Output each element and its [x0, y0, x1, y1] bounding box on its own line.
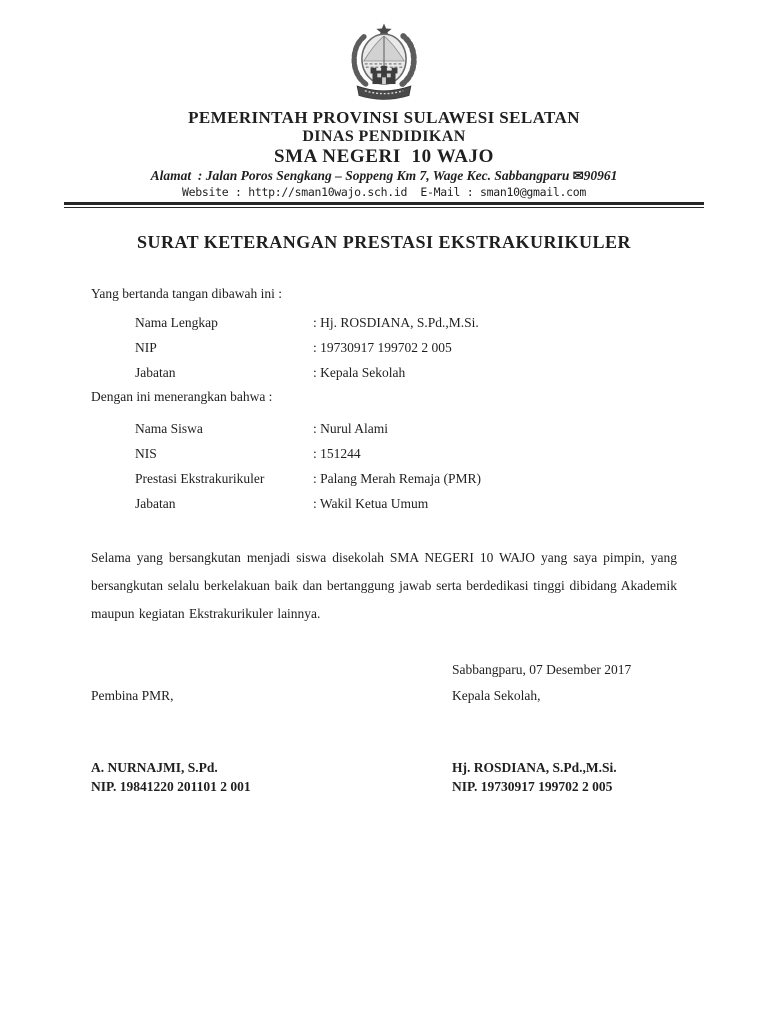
field-row-nip — [91, 335, 677, 360]
field-value: : Hj. ROSDIANA, S.Pd.,M.Si. — [313, 314, 479, 330]
school-name: SMA NEGERI 10 WAJO — [273, 145, 495, 167]
place-date: Sabbangparu, 07 Desember 2017 — [452, 662, 632, 678]
body-paragraph: Selama yang bersangkutan menjadi siswa disekolah SMA NEGERI 10 WAJO yang saya pimpin, yang bersangkutan selalu berkelakuan baik dan bertanggung jawab serta berdedikasi tinggi dibidang Akademik maupun kegiatan Ekstrakurikuler lainnya. — [91, 550, 677, 622]
field-value: : 19730917 199702 2 005 — [313, 339, 452, 355]
field-value: : Palang Merah Remaja (PMR) — [313, 470, 481, 486]
field-value: : Nurul Alami — [313, 420, 388, 436]
signature-roles-row — [91, 688, 677, 714]
field-row-prestasi — [91, 466, 677, 491]
fort-shape — [371, 66, 398, 84]
envelope-icon: ✉ — [572, 167, 584, 183]
student-fields — [91, 416, 677, 516]
government-name: PEMERINTAH PROVINSI SULAWESI SELATAN — [188, 108, 580, 127]
sulawesi-selatan-emblem-icon — [336, 22, 432, 105]
postal-code: 90961 — [583, 167, 618, 183]
document-title: SURAT KETERANGAN PRESTASI EKSTRAKURIKULER — [136, 232, 632, 253]
department-name: DINAS PENDIDIKAN — [302, 127, 466, 145]
field-row-nama-siswa — [91, 416, 677, 441]
field-label: Jabatan — [135, 495, 176, 511]
spacer — [91, 662, 452, 688]
signer-fields — [91, 310, 677, 385]
field-row-jabatan-siswa — [91, 491, 677, 516]
right-signer-name: Hj. ROSDIANA, S.Pd.,M.Si. — [452, 760, 617, 776]
website-email-line: Website : http://sman10wajo.sch.id E-Mail : sman10@gmail.com — [181, 184, 587, 199]
field-value: : Kepala Sekolah — [313, 364, 406, 380]
field-label: Nama Lengkap — [135, 314, 218, 330]
field-label: Nama Siswa — [135, 420, 203, 436]
signature-block — [91, 662, 677, 796]
field-row-nama-lengkap — [91, 310, 677, 335]
school-address — [0, 169, 768, 184]
document-body — [0, 232, 768, 796]
signature-names-row — [91, 758, 677, 796]
field-label: NIS — [135, 445, 157, 461]
right-signer-nip: NIP. 19730917 199702 2 005 — [452, 779, 613, 795]
left-signer — [91, 758, 452, 796]
field-label: NIP — [135, 339, 157, 355]
left-signer-role: Pembina PMR, — [91, 688, 174, 704]
field-row-jabatan — [91, 360, 677, 385]
letterhead — [0, 0, 768, 208]
left-signer-name: A. NURNAJMI, S.Pd. — [91, 760, 218, 776]
school-logo — [0, 22, 768, 105]
intro-line: Yang bertanda tangan dibawah ini : — [91, 286, 282, 302]
right-signer — [452, 758, 677, 796]
field-row-nis — [91, 441, 677, 466]
letterhead-divider — [64, 202, 704, 208]
field-label: Jabatan — [135, 364, 176, 380]
place-date-row — [91, 662, 677, 688]
right-signer-role: Kepala Sekolah, — [452, 688, 541, 704]
field-label: Prestasi Ekstrakurikuler — [135, 470, 265, 486]
left-signer-nip: NIP. 19841220 201101 2 001 — [91, 779, 251, 795]
field-value: : 151244 — [313, 445, 361, 461]
statement-intro: Dengan ini menerangkan bahwa : — [91, 388, 273, 404]
field-value: : Wakil Ketua Umum — [313, 495, 429, 511]
address-text: Alamat : Jalan Poros Sengkang – Soppeng Km 7, Wage Kec. Sabbangparu — [150, 167, 573, 183]
